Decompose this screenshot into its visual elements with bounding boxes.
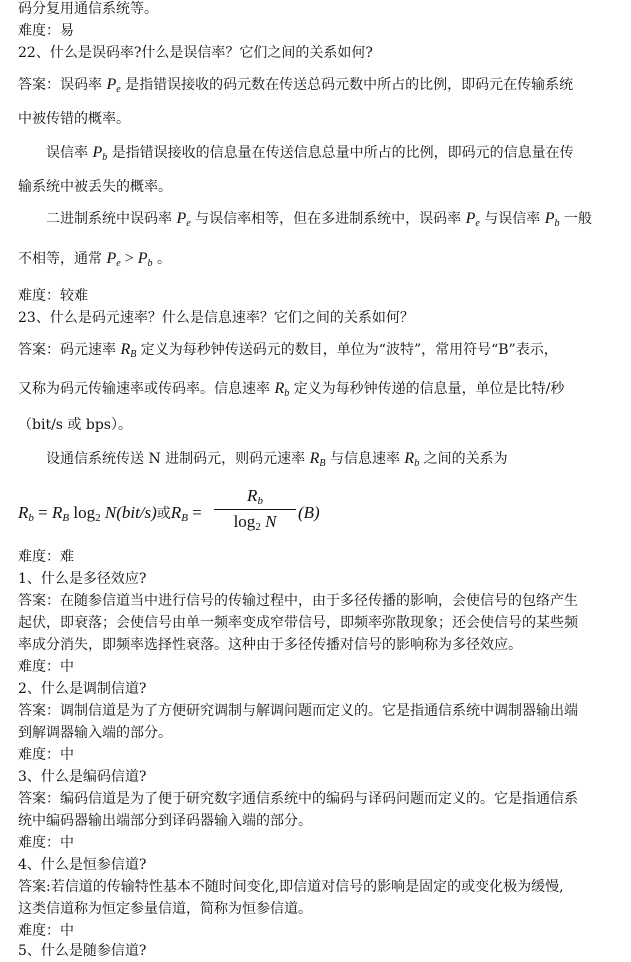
answer-3-line-1: 答案：编码信道是为了便于研究数字通信系统中的编码与译码问题而定义的。它是指通信系 xyxy=(18,791,578,807)
text-span: 与信息速率 xyxy=(329,451,400,467)
answer-22-line-3 xyxy=(46,144,621,167)
text-span: 一般 xyxy=(563,211,592,227)
text-span: 不相等，通常 xyxy=(18,251,102,267)
answer-22-line-4: 输系统中被丢失的概率。 xyxy=(18,179,172,195)
text-span: 定义为每秒钟传递的信息量，单位是比特/秒 xyxy=(293,381,565,397)
text-span: 与误信率相等，但在多进制系统中，误码率 xyxy=(195,211,462,227)
math-rb-info: $R_b$ xyxy=(274,380,290,399)
text-span: 是指错误接收的信息量在传送信息总量中所占的比例，即码元的信息量在传 xyxy=(111,145,574,161)
text-line: 码分复用通信系统等。 xyxy=(18,1,158,17)
answer-1-line-3: 率成分消失，即频率选择性衰落。这种由于多径传播对信号的影响称为多径效应。 xyxy=(18,637,522,653)
math-inequality: $P_e > P_b$ xyxy=(106,250,153,269)
question-23: 23、什么是码元速率？什么是信息速率？它们之间的关系如何？ xyxy=(18,310,414,326)
text-span: 定义为每秒钟传送码元的数目，单位为“波特”，常用符号“B”表示， xyxy=(140,342,558,358)
difficulty-label: 难度：较难 xyxy=(18,288,88,304)
text-span: 设通信系统传送 N 进制码元，则码元速率 xyxy=(46,451,306,467)
math-rb: $R_B$ xyxy=(120,341,137,360)
text-span: 之间的关系为 xyxy=(423,451,508,467)
answer-23-line-4 xyxy=(46,450,621,473)
math-rb: $R_B$ xyxy=(309,450,326,469)
answer-22-line-2: 中被传错的概率。 xyxy=(18,111,130,127)
math-pe: $P_e$ xyxy=(465,210,480,229)
text-span: 答案：码元速率 xyxy=(18,342,116,358)
rate-formula xyxy=(18,486,418,542)
math-pb: $P_b$ xyxy=(92,144,108,163)
math-pb: $P_b$ xyxy=(544,210,560,229)
difficulty-label: 难度：中 xyxy=(18,747,74,763)
difficulty-label: 难度：中 xyxy=(18,835,74,851)
answer-1-line-1: 答案：在随参信道当中进行信号的传输过程中，由于多径传播的影响，会使信号的包络产生 xyxy=(18,593,578,609)
question-3: 3、什么是编码信道? xyxy=(18,769,147,785)
formula-fraction: Rb log2 N xyxy=(214,486,296,533)
formula-unit: (B) xyxy=(298,503,320,522)
answer-2-line-1: 答案：调制信道是为了方便研究调制与解调问题而定义的。它是指通信系统中调制器输出端 xyxy=(18,703,578,719)
answer-22-line-6 xyxy=(18,250,621,273)
answer-23-line-1 xyxy=(18,341,621,364)
text-span: 误信率 xyxy=(46,145,88,161)
math-pe: $P_e$ xyxy=(106,76,121,95)
answer-1-line-2: 起伏，即衰落；会使信号由单一频率变成窄带信号，即频率弥散现象；还会使信号的某些频 xyxy=(18,615,578,631)
answer-22-line-5 xyxy=(46,210,621,233)
question-2: 2、什么是调制信道? xyxy=(18,681,147,697)
math-rb-info: $R_b$ xyxy=(404,450,420,469)
answer-23-line-3: （bit/s 或 bps）。 xyxy=(18,417,132,433)
answer-4-line-2: 这类信道称为恒定参量信道，简称为恒参信道。 xyxy=(18,901,312,917)
answer-23-line-2 xyxy=(18,380,621,403)
question-22: 22、什么是误码率?什么是误信率？它们之间的关系如何? xyxy=(18,45,373,61)
question-5: 5、什么是随参信道? xyxy=(18,943,147,959)
text-span: 。 xyxy=(156,251,171,267)
answer-4-line-1: 答案:若信道的传输特性基本不随时间变化,即信道对信号的影响是固定的或变化极为缓慢, xyxy=(18,879,564,895)
math-pe: $P_e$ xyxy=(176,210,191,229)
question-4: 4、什么是恒参信道? xyxy=(18,857,147,873)
answer-3-line-2: 统中编码器输出端部分到译码器输入端的部分。 xyxy=(18,813,312,829)
text-span: 二进制系统中误码率 xyxy=(46,211,172,227)
difficulty-label: 难度：易 xyxy=(18,23,74,39)
difficulty-label: 难度：难 xyxy=(18,549,74,565)
answer-22-line-1 xyxy=(18,76,621,99)
question-1: 1、什么是多径效应? xyxy=(18,571,147,587)
difficulty-label: 难度：中 xyxy=(18,923,74,939)
text-span: 又称为码元传输速率或传码率。信息速率 xyxy=(18,381,270,397)
answer-text: 是指错误接收的码元数在传送总码元数中所占的比例，即码元在传输系统 xyxy=(125,77,574,93)
answer-prefix: 答案：误码率 xyxy=(18,77,102,93)
difficulty-label: 难度：中 xyxy=(18,659,74,675)
answer-2-line-2: 到解调器输入端的部分。 xyxy=(18,725,172,741)
text-span: 与误信率 xyxy=(484,211,541,227)
formula-left: Rb = RB log2 N(bit/s)或RB = xyxy=(18,503,202,524)
